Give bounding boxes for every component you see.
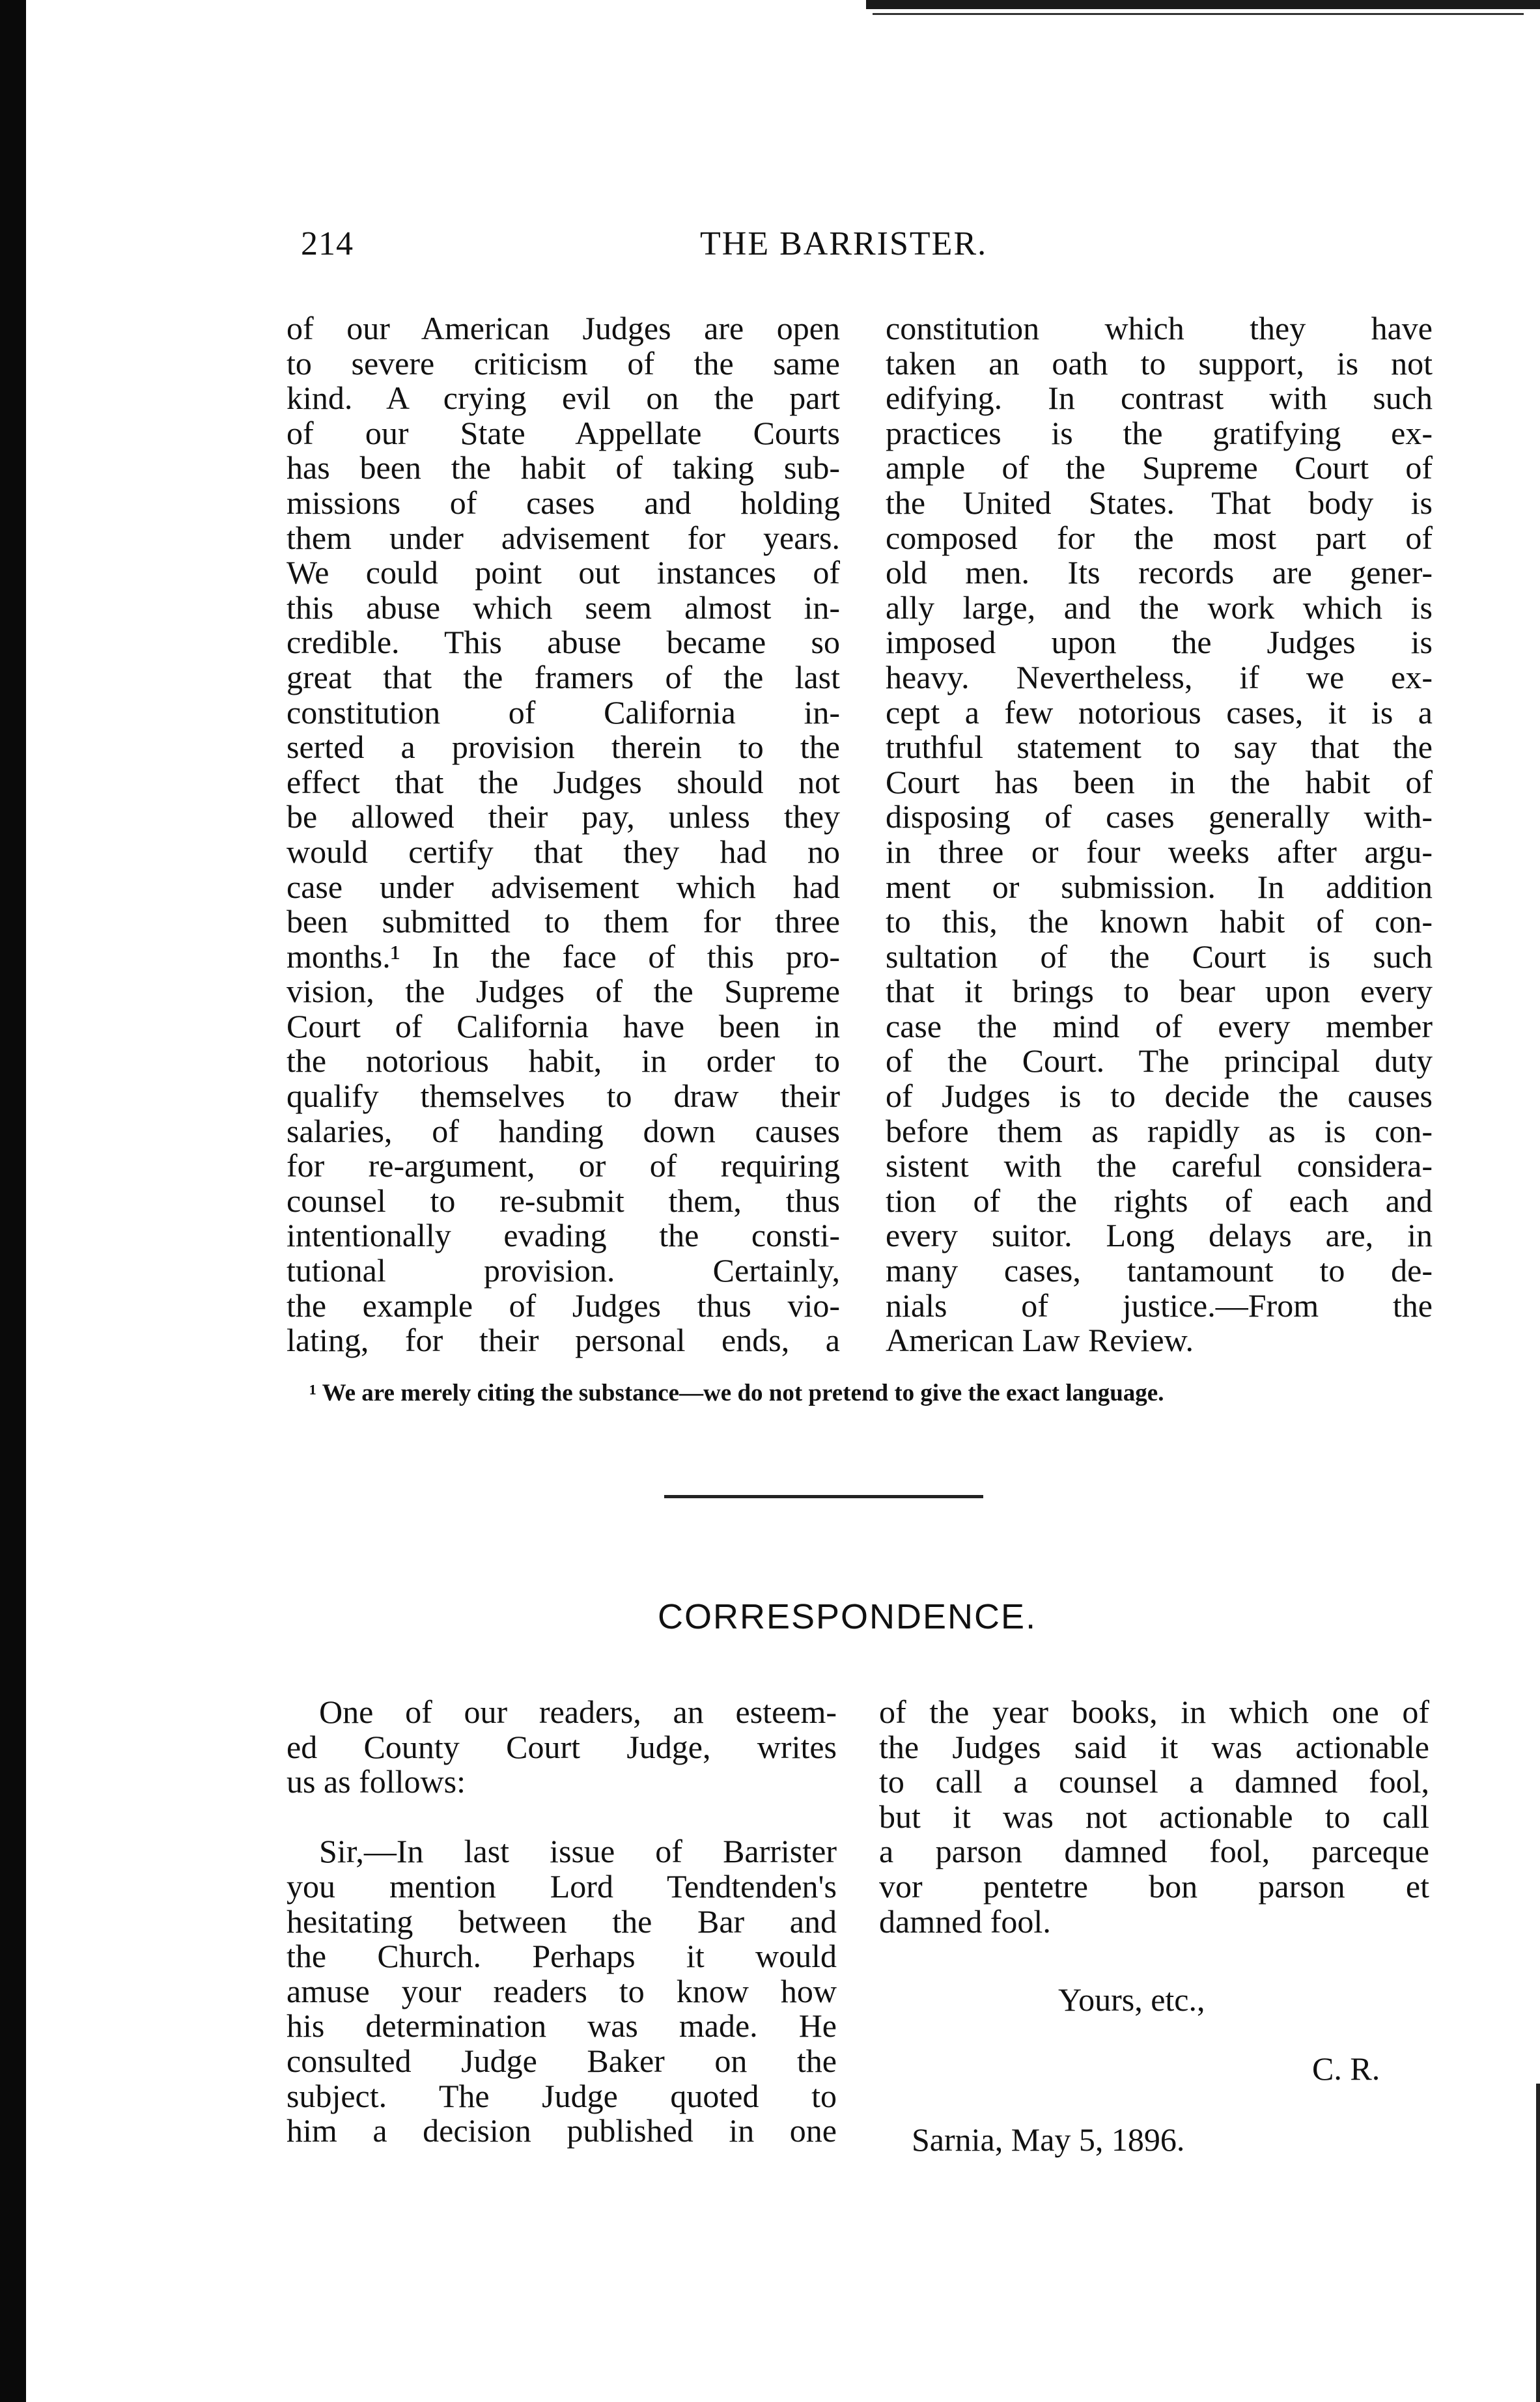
letter-line: us as follows: xyxy=(287,1763,466,1800)
article-right-line: composed for the most part of xyxy=(886,519,1433,556)
footnote: ¹ We are merely citing the substance—we do not pretend to give the exact language. xyxy=(309,1380,1164,1406)
letter-line: him a decision published in one xyxy=(287,2112,837,2149)
article-right-line: many cases, tantamount to de- xyxy=(886,1252,1433,1289)
article-right-line: cept a few notorious cases, it is a xyxy=(886,693,1433,731)
article-right-line: imposed upon the Judges is xyxy=(886,624,1433,661)
letter-line: hesitating between the Bar and xyxy=(287,1903,837,1940)
article-right-line: every suitor. Long delays are, in xyxy=(886,1217,1433,1254)
letter-line: damned fool. xyxy=(879,1903,1051,1940)
article-left-line: counsel to re-submit them, thus xyxy=(287,1182,840,1219)
letter-line: his determination was made. He xyxy=(287,2007,837,2045)
article-right-line: American Law Review. xyxy=(886,1322,1194,1359)
article-left-line: Court of California have been in xyxy=(287,1007,840,1044)
article-right-line: ally large, and the work which is xyxy=(886,589,1433,626)
letter-line: subject. The Judge quoted to xyxy=(287,2077,837,2114)
letter-line: a parson damned fool, parceque xyxy=(879,1833,1429,1870)
article-left-line: qualify themselves to draw their xyxy=(287,1078,840,1115)
journal-title: THE BARRISTER. xyxy=(700,225,988,262)
letter-closing: Yours, etc., xyxy=(1058,1981,1205,2018)
article-right-line: ample of the Supreme Court of xyxy=(886,449,1433,486)
article-left-line: this abuse which seem almost in- xyxy=(287,589,840,626)
article-left-line: vision, the Judges of the Supreme xyxy=(287,973,840,1010)
article-left-line: We could point out instances of xyxy=(287,554,840,591)
article-left-line: for re-argument, or of requiring xyxy=(287,1147,840,1184)
article-right-line: sistent with the careful considera- xyxy=(886,1147,1433,1184)
article-left-line: has been the habit of taking sub- xyxy=(287,449,840,486)
letter-signature-initials: C. R. xyxy=(1312,2050,1380,2087)
article-left-line: great that the framers of the last xyxy=(287,658,840,695)
article-right-line: heavy. Nevertheless, if we ex- xyxy=(886,658,1433,695)
letter-line: the Judges said it was actionable xyxy=(879,1728,1429,1765)
scan-top-rule-thin xyxy=(873,13,1524,15)
article-left-line: missions of cases and holding xyxy=(287,484,840,521)
article-left-line: constitution of California in- xyxy=(287,693,840,731)
article-right-line: in three or four weeks after argu- xyxy=(886,833,1433,870)
article-left-line: of our State Appellate Courts xyxy=(287,414,840,451)
article-left-line: intentionally evading the consti- xyxy=(287,1217,840,1254)
article-right-line: disposing of cases generally with- xyxy=(886,798,1433,835)
scan-top-rule xyxy=(866,0,1540,9)
section-divider xyxy=(664,1495,983,1498)
article-right-line: of Judges is to decide the causes xyxy=(886,1078,1433,1115)
article-left-line: tutional provision. Certainly, xyxy=(287,1252,840,1289)
article-right-line: to this, the known habit of con- xyxy=(886,903,1433,940)
letter-line: One of our readers, an esteem- xyxy=(319,1694,837,1730)
article-left-line: serted a provision therein to the xyxy=(287,729,840,766)
article-left-line: the notorious habit, in order to xyxy=(287,1042,840,1080)
letter-line: Sir,—In last issue of Barrister xyxy=(319,1833,837,1870)
letter-place-date: Sarnia, May 5, 1896. xyxy=(912,2121,1185,2158)
article-right-line: truthful statement to say that the xyxy=(886,729,1433,766)
article-right-line: case the mind of every member xyxy=(886,1007,1433,1044)
correspondence-heading: CORRESPONDENCE. xyxy=(658,1597,1037,1636)
article-left-line: case under advisement which had xyxy=(287,868,840,905)
article-left-line: to severe criticism of the same xyxy=(287,344,840,382)
article-left-line: be allowed their pay, unless they xyxy=(287,798,840,835)
article-right-line: edifying. In contrast with such xyxy=(886,380,1433,417)
article-right-line: that it brings to bear upon every xyxy=(886,973,1433,1010)
article-left-line: the example of Judges thus vio- xyxy=(287,1287,840,1324)
letter-line: to call a counsel a damned fool, xyxy=(879,1763,1429,1800)
letter-line: ed County Court Judge, writes xyxy=(287,1728,837,1765)
letter-line: the Church. Perhaps it would xyxy=(287,1938,837,1975)
article-right-line: tion of the rights of each and xyxy=(886,1182,1433,1219)
article-left-line: effect that the Judges should not xyxy=(287,763,840,800)
scan-binding-edge xyxy=(0,0,26,2402)
article-right-line: before them as rapidly as is con- xyxy=(886,1112,1433,1149)
article-right-line: Court has been in the habit of xyxy=(886,763,1433,800)
correspondence-right-column xyxy=(879,1695,1429,1939)
letter-line: amuse your readers to know how xyxy=(287,1972,837,2009)
article-left-line: lating, for their personal ends, a xyxy=(287,1322,840,1359)
article-left-line: kind. A crying evil on the part xyxy=(287,380,840,417)
article-left-line: credible. This abuse became so xyxy=(287,624,840,661)
article-left-column xyxy=(287,311,840,1358)
article-left-line: would certify that they had no xyxy=(287,833,840,870)
running-head xyxy=(0,225,1540,270)
article-right-line: nials of justice.—From the xyxy=(886,1287,1433,1324)
letter-line: of the year books, in which one of xyxy=(879,1694,1429,1730)
article-left-line: of our American Judges are open xyxy=(287,310,840,346)
article-right-line: ment or submission. In addition xyxy=(886,868,1433,905)
article-left-line: months.¹ In the face of this pro- xyxy=(287,938,840,975)
article-left-line: been submitted to them for three xyxy=(287,903,840,940)
letter-line: consulted Judge Baker on the xyxy=(287,2042,837,2079)
letter-line: you mention Lord Tendtenden's xyxy=(287,1867,837,1905)
article-right-line: taken an oath to support, is not xyxy=(886,344,1433,382)
article-right-line: practices is the gratifying ex- xyxy=(886,414,1433,451)
page-number: 214 xyxy=(301,225,354,262)
scan-right-edge xyxy=(1536,2084,1540,2402)
article-right-line: of the Court. The principal duty xyxy=(886,1042,1433,1080)
article-left-line: salaries, of handing down causes xyxy=(287,1112,840,1149)
article-left-line: them under advisement for years. xyxy=(287,519,840,556)
article-right-column xyxy=(886,311,1433,1358)
letter-line: but it was not actionable to call xyxy=(879,1798,1429,1835)
article-right-line: constitution which they have xyxy=(886,310,1433,346)
letter-line: vor pentetre bon parson et xyxy=(879,1867,1429,1905)
article-right-line: sultation of the Court is such xyxy=(886,938,1433,975)
correspondence-left-column xyxy=(287,1695,837,2149)
article-right-line: the United States. That body is xyxy=(886,484,1433,521)
letter-line xyxy=(287,1800,837,1835)
article-right-line: old men. Its records are gener- xyxy=(886,554,1433,591)
